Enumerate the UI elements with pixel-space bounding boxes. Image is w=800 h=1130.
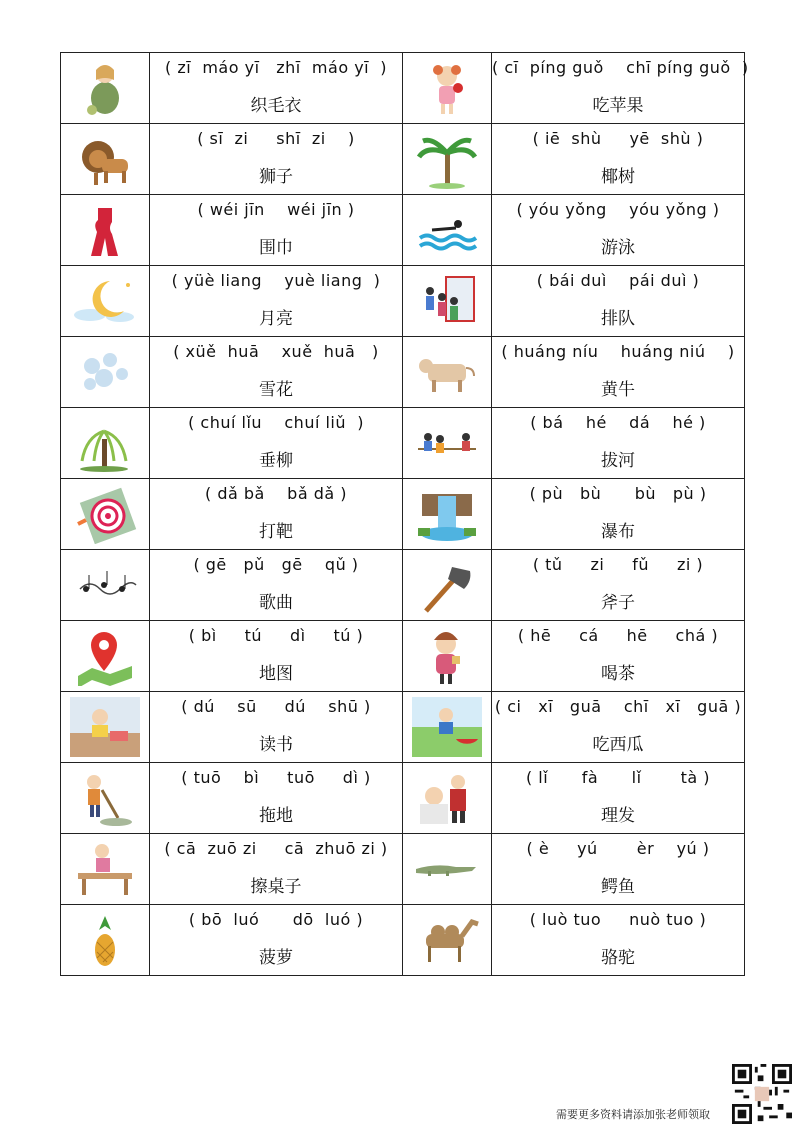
pinyin-text: ( bì tú dì tú ): [188, 626, 364, 645]
left-word-cell: [150, 550, 403, 621]
footer-note: 需要更多资料请添加张老师领取: [556, 1108, 710, 1121]
left-picture-cell: [61, 195, 150, 266]
right-picture-cell: [403, 408, 492, 479]
pinyin-text: ( bái duì pái duì ): [536, 271, 700, 290]
pinyin-text: ( chuí lǐu chuí liǔ ): [188, 413, 364, 432]
right-word-cell: [492, 124, 745, 195]
pinyin-text: ( bá hé dá hé ): [530, 413, 706, 432]
table-row: [61, 550, 745, 621]
pinyin-text: ( pù bù bù pù ): [529, 484, 707, 503]
pinyin-text: ( cā zuō zi cā zhuō zi ): [164, 839, 388, 858]
qr-code-icon: [732, 1064, 792, 1124]
pinyin-text: ( dú sū dú shū ): [181, 697, 371, 716]
knitting-girl-icon: [70, 58, 140, 118]
hanzi-text: 围巾: [259, 238, 293, 258]
pinyin-text: ( ci xī guā chī xī guā ): [494, 697, 742, 716]
right-picture-cell: [403, 195, 492, 266]
hanzi-text: 黄牛: [601, 380, 635, 400]
pinyin-text: ( gē pǔ gē qǔ ): [193, 555, 359, 574]
pinyin-text: ( bō luó dō luó ): [188, 910, 364, 929]
hanzi-text: 骆驼: [601, 948, 635, 968]
left-picture-cell: [61, 905, 150, 976]
eating-watermelon-icon: [412, 697, 482, 757]
table-row: [61, 195, 745, 266]
pinyin-text: ( luò tuo nuò tuo ): [529, 910, 707, 929]
left-picture-cell: [61, 266, 150, 337]
table-row: [61, 337, 745, 408]
hanzi-text: 读书: [259, 735, 293, 755]
right-picture-cell: [403, 53, 492, 124]
swimmer-icon: [412, 200, 482, 260]
mopping-icon: [70, 768, 140, 828]
right-picture-cell: [403, 550, 492, 621]
left-picture-cell: [61, 53, 150, 124]
right-word-cell: [492, 266, 745, 337]
hanzi-text: 喝茶: [601, 664, 635, 684]
left-picture-cell: [61, 692, 150, 763]
left-picture-cell: [61, 763, 150, 834]
left-picture-cell: [61, 124, 150, 195]
pineapple-icon: [70, 910, 140, 970]
pinyin-text: ( huáng níu huáng niú ): [501, 342, 735, 361]
right-word-cell: [492, 195, 745, 266]
pinyin-text: ( lǐ fà lǐ tà ): [525, 768, 711, 787]
haircut-icon: [412, 768, 482, 828]
table-row: [61, 53, 745, 124]
right-word-cell: [492, 337, 745, 408]
pinyin-text: ( xüě huā xuě huā ): [173, 342, 379, 361]
pinyin-text: ( hē cá hē chá ): [517, 626, 719, 645]
hanzi-text: 游泳: [601, 238, 635, 258]
hanzi-text: 椰树: [601, 167, 635, 187]
hanzi-text: 理发: [601, 806, 635, 826]
left-picture-cell: [61, 408, 150, 479]
left-picture-cell: [61, 621, 150, 692]
left-word-cell: [150, 905, 403, 976]
wiping-table-icon: [70, 839, 140, 899]
left-picture-cell: [61, 479, 150, 550]
hanzi-text: 鳄鱼: [601, 877, 635, 897]
table-row: [61, 763, 745, 834]
table-row: [61, 266, 745, 337]
hanzi-text: 斧子: [601, 593, 635, 613]
reading-child-icon: [70, 697, 140, 757]
left-word-cell: [150, 692, 403, 763]
table-row: [61, 124, 745, 195]
scarf-icon: [70, 200, 140, 260]
map-pin-icon: [70, 626, 140, 686]
right-word-cell: [492, 408, 745, 479]
hanzi-text: 拔河: [601, 451, 635, 471]
table-row: [61, 692, 745, 763]
lion-icon: [70, 129, 140, 189]
hanzi-text: 菠萝: [259, 948, 293, 968]
right-word-cell: [492, 763, 745, 834]
hanzi-text: 歌曲: [259, 593, 293, 613]
left-word-cell: [150, 479, 403, 550]
left-picture-cell: [61, 550, 150, 621]
table-row: [61, 834, 745, 905]
willow-tree-icon: [70, 413, 140, 473]
left-word-cell: [150, 124, 403, 195]
left-word-cell: [150, 53, 403, 124]
pinyin-text: ( yüè liang yuè liang ): [171, 271, 381, 290]
hanzi-text: 吃西瓜: [592, 735, 644, 755]
right-picture-cell: [403, 692, 492, 763]
right-word-cell: [492, 479, 745, 550]
right-word-cell: [492, 621, 745, 692]
snowflake-icon: [70, 342, 140, 402]
hanzi-text: 织毛衣: [250, 96, 302, 116]
right-word-cell: [492, 905, 745, 976]
right-picture-cell: [403, 621, 492, 692]
pinyin-text: ( wéi jīn wéi jīn ): [197, 200, 355, 219]
pinyin-text: ( yóu yǒng yóu yǒng ): [516, 200, 720, 219]
hanzi-text: 擦桌子: [250, 877, 302, 897]
hanzi-text: 月亮: [259, 309, 293, 329]
left-word-cell: [150, 266, 403, 337]
right-picture-cell: [403, 266, 492, 337]
pinyin-text: ( sī zi shī zi ): [197, 129, 355, 148]
right-word-cell: [492, 692, 745, 763]
hanzi-text: 瀑布: [601, 522, 635, 542]
girl-drinking-tea-icon: [412, 626, 482, 686]
hanzi-text: 雪花: [259, 380, 293, 400]
left-word-cell: [150, 621, 403, 692]
right-picture-cell: [403, 763, 492, 834]
crocodile-icon: [412, 839, 482, 899]
target-icon: [70, 484, 140, 544]
table-row: [61, 905, 745, 976]
right-picture-cell: [403, 479, 492, 550]
pinyin-text: ( tuō bì tuō dì ): [181, 768, 371, 787]
pinyin-text: ( zī máo yī zhī máo yī ): [164, 58, 388, 77]
pinyin-text: ( iē shù yē shù ): [532, 129, 704, 148]
table-row: [61, 408, 745, 479]
table-row: [61, 621, 745, 692]
left-word-cell: [150, 408, 403, 479]
right-word-cell: [492, 834, 745, 905]
hanzi-text: 垂柳: [259, 451, 293, 471]
girl-eating-apple-icon: [412, 58, 482, 118]
left-word-cell: [150, 337, 403, 408]
left-picture-cell: [61, 834, 150, 905]
left-word-cell: [150, 195, 403, 266]
axe-icon: [412, 555, 482, 615]
hanzi-text: 吃苹果: [592, 96, 644, 116]
right-word-cell: [492, 53, 749, 124]
pinyin-text: ( tǔ zi fǔ zi ): [532, 555, 704, 574]
music-notes-icon: [70, 555, 140, 615]
coconut-tree-icon: [412, 129, 482, 189]
right-word-cell: [492, 550, 745, 621]
left-word-cell: [150, 834, 403, 905]
right-picture-cell: [403, 905, 492, 976]
hanzi-text: 排队: [601, 309, 635, 329]
moon-icon: [70, 271, 140, 331]
camel-icon: [412, 910, 482, 970]
tug-of-war-icon: [412, 413, 482, 473]
pinyin-text: ( cī píng guǒ chī píng guǒ ): [492, 58, 749, 77]
right-picture-cell: [403, 834, 492, 905]
ox-icon: [412, 342, 482, 402]
hanzi-text: 狮子: [259, 167, 293, 187]
hanzi-text: 地图: [259, 664, 293, 684]
left-picture-cell: [61, 337, 150, 408]
right-picture-cell: [403, 337, 492, 408]
queue-people-icon: [412, 271, 482, 331]
waterfall-icon: [412, 484, 482, 544]
pinyin-text: ( dǎ bǎ bǎ dǎ ): [204, 484, 347, 503]
hanzi-text: 拖地: [259, 806, 293, 826]
left-word-cell: [150, 763, 403, 834]
right-picture-cell: [403, 124, 492, 195]
hanzi-text: 打靶: [259, 522, 293, 542]
pinyin-worksheet-table: [60, 52, 749, 976]
pinyin-text: ( è yú èr yú ): [526, 839, 710, 858]
table-row: [61, 479, 745, 550]
